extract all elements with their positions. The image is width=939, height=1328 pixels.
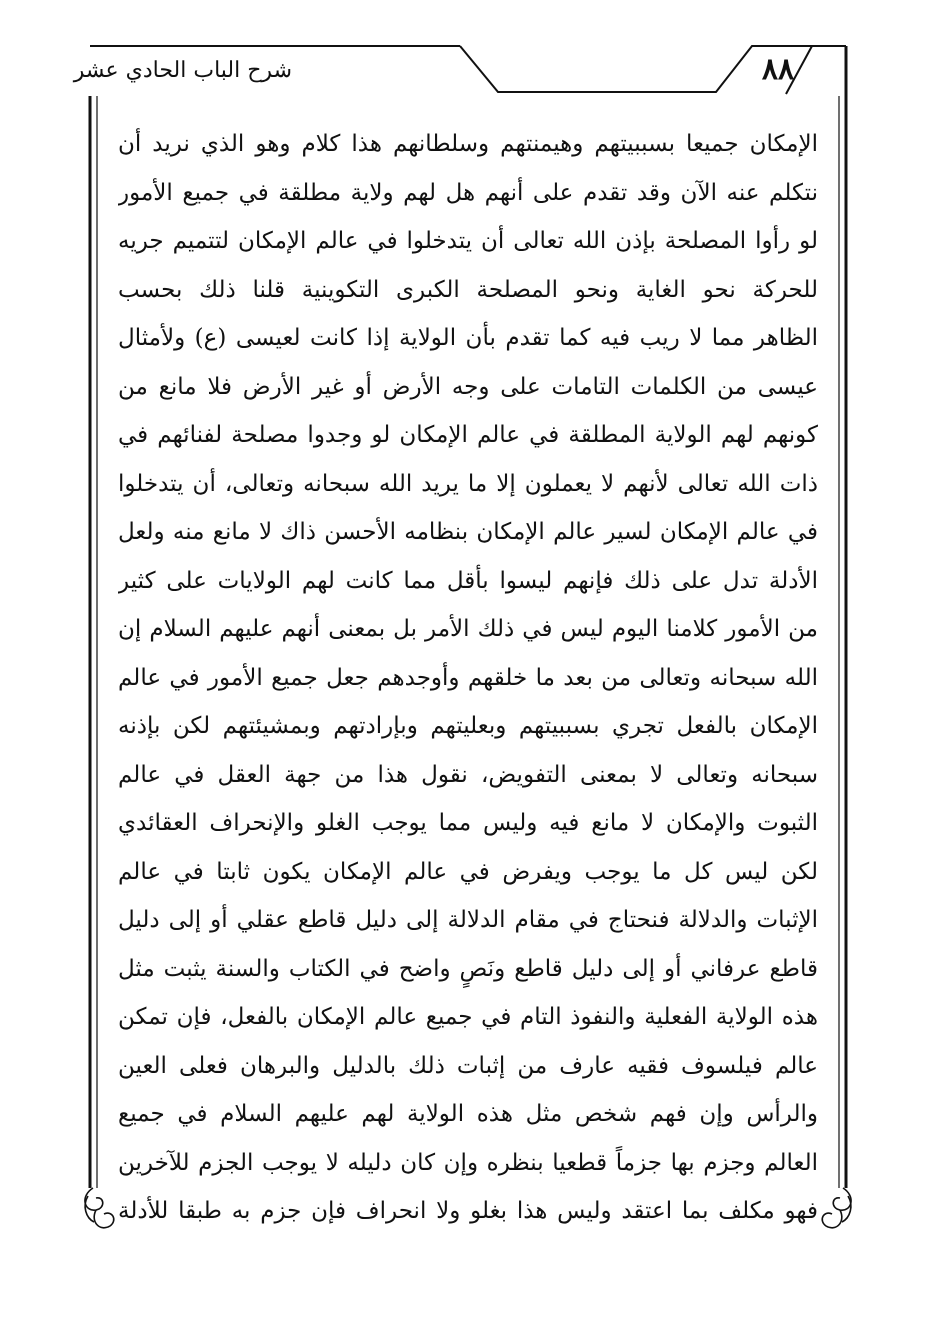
body-line: نتكلم عنه الآن وقد تقدم على أنهم هل لهم ولاية مطلقة في جميع الأمور xyxy=(118,179,818,206)
ornament-bottom-left xyxy=(85,1188,114,1228)
body-line: كونهم لهم الولاية المطلقة في عالم الإمكان لو وجدوا مصلحة لفنائهم في xyxy=(118,422,818,448)
body-line: قاطع عرفاني أو إلى دليل قاطع ونَصٍ واضح في الكتاب والسنة يثبت مثل xyxy=(118,955,818,982)
body-line: فهو مكلف بما اعتقد وليس هذا بغلو ولا انحراف فإن جزم به طبقا للأدلة xyxy=(118,1198,818,1224)
body-line: الأدلة تدل على ذلك فإنهم ليسوا بأقل مما كانت لهم الولايات على كثير xyxy=(118,567,818,594)
body-line: الله سبحانه وتعالى من بعد ما خلقهم وأوجدهم جعل جميع الأمور في عالم xyxy=(118,664,818,691)
body-line: للحركة نحو الغاية ونحو المصلحة الكبرى التكوينية قلنا ذلك بحسب xyxy=(118,276,818,303)
page-number: ٨٨ xyxy=(761,52,795,87)
body-line: ذات الله تعالى لأنهم لا يعملون إلا ما يريد الله سبحانه وتعالى، أن يتدخلوا xyxy=(118,470,818,497)
body-line: الإمكان جميعا بسببيتهم وهيمنتهم وسلطانهم هذا كلام وهو الذي نريد أن xyxy=(118,131,818,157)
header-title: شرح الباب الحادي عشر xyxy=(73,58,292,83)
body-line: سبحانه وتعالى لا بمعنى التفويض، نقول هذا من جهة العقل في عالم xyxy=(118,761,818,788)
body-line: في عالم الإمكان لسير عالم الإمكان بنظامه الأحسن ذاك لا مانع منه ولعل xyxy=(118,519,818,545)
body-line: الظاهر مما لا ريب فيه كما تقدم بأن الولاية إذا كانت لعيسى (ع) ولأمثال xyxy=(118,325,818,351)
body-line: من الأمور كلامنا اليوم ليس في ذلك الأمر بل بمعنى أنهم عليهم السلام إن xyxy=(118,616,818,642)
body-line: لكن ليس كل ما يوجب ويفرض في عالم الإمكان يكون ثابتا في عالم xyxy=(118,858,818,885)
body-line: والرأس وإن فهم شخص مثل هذه الولاية لهم عليهم السلام في جميع xyxy=(118,1101,818,1127)
body-line: الإثبات والدلالة فنحتاج في مقام الدلالة إلى دليل قاطع عقلي أو إلى دليل xyxy=(118,907,818,933)
body-text xyxy=(118,120,818,1236)
ornament-bottom-right xyxy=(822,1188,851,1228)
body-line: عالم فيلسوف فقيه عارف من إثبات ذلك بالدليل والبرهان فعلى العين xyxy=(118,1052,818,1079)
body-line: الثبوت والإمكان لا مانع فيه وليس مما يوجب الغلو والإنحراف العقائدي xyxy=(118,810,818,836)
body-line: هذه الولاية الفعلية والنفوذ التام في جميع عالم الإمكان بالفعل، فإن تمكن xyxy=(118,1004,818,1030)
body-line: الإمكان بالفعل تجري بسببيتهم وبعليتهم وبإرادتهم وبمشيئتهم لكن بإذنه xyxy=(118,713,818,739)
body-line: العالم وجزم بها جزماً قطعيا بنظره وإن كان دليله لا يوجب الجزم للآخرين xyxy=(118,1149,818,1176)
body-line: لو رأوا المصلحة بإذن الله تعالى أن يتدخلوا في عالم الإمكان لتتميم جريه xyxy=(118,228,818,254)
body-line: عيسى من الكلمات التامات على وجه الأرض أو غير الأرض فلا مانع من xyxy=(118,373,818,400)
